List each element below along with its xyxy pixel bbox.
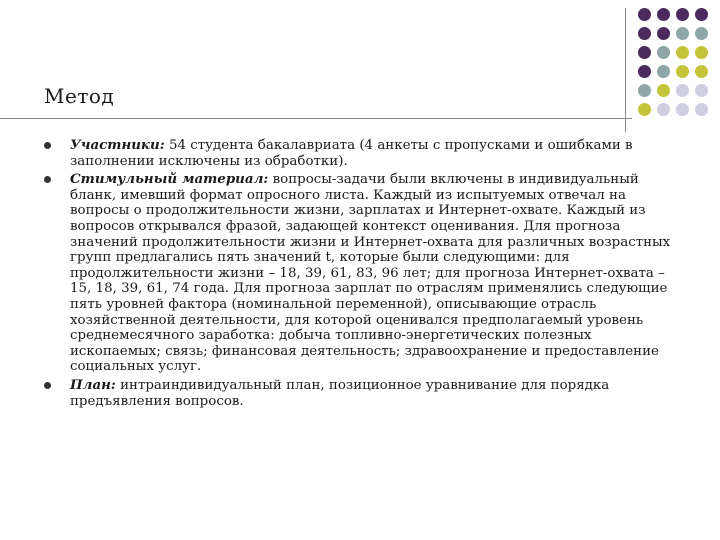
bullet-dot-icon xyxy=(44,176,51,183)
decorative-dot xyxy=(657,103,670,116)
bullet-list xyxy=(44,138,684,412)
decorative-dot xyxy=(657,65,670,78)
horizontal-divider xyxy=(0,118,632,119)
decorative-dot xyxy=(676,103,689,116)
decorative-dot xyxy=(695,46,708,59)
decorative-dot-grid xyxy=(638,8,714,128)
decorative-dot xyxy=(695,65,708,78)
decorative-dot xyxy=(657,8,670,21)
decorative-dot xyxy=(676,8,689,21)
bullet-item-design xyxy=(44,378,684,409)
vertical-divider xyxy=(625,8,626,132)
bullet-term: Стимульный материал: xyxy=(70,171,269,188)
decorative-dot xyxy=(638,8,651,21)
decorative-dot xyxy=(657,27,670,40)
bullet-item-participants xyxy=(44,138,684,169)
bullet-text: интраиндивидуальный план, позиционное уравнивание для порядка предъявления вопросов. xyxy=(70,377,610,409)
decorative-dot xyxy=(695,27,708,40)
decorative-dot xyxy=(638,27,651,40)
decorative-dot xyxy=(638,65,651,78)
decorative-dot xyxy=(676,27,689,40)
decorative-dot xyxy=(695,103,708,116)
decorative-dot xyxy=(638,103,651,116)
decorative-dot xyxy=(638,46,651,59)
decorative-dot xyxy=(695,8,708,21)
bullet-text: 54 студента бакалавриата (4 анкеты с пропусками и ошибками в заполнении исключены из обработки). xyxy=(70,138,633,169)
bullet-term: План: xyxy=(70,376,116,393)
decorative-dot xyxy=(676,84,689,97)
decorative-dot xyxy=(657,46,670,59)
decorative-dot xyxy=(676,46,689,59)
bullet-text: вопросы-задачи были включены в индивидуальный бланк, имевший формат опросного листа. Каждый из испытуемых отвечал на вопросы о продолжительности жизни, зарплатах и Интернет-охвате. Каждый из вопросов открывался фразой, задающей контекст оценивания. Для прогноза значений продолжительности жизни и Интернет-охвата для различных возрастных групп предлагались пять значений t, которые были следующими: для продолжительности жизни – 18, 39, 61, 83, 96 лет; для прогноза Интернет-охвата – 15, 18, 39, 61, 74 года. Для прогноза зарплат по отраслям применялись следующие пять уровней фактора (номинальной переменной), описывающие отрасль хозяйственной деятельности, для которой оценивался предполагаемый уровень среднемесячного заработка: добыча топливно-энергетических полезных ископаемых; связь; финансовая деятельность; здравоохранение и предоставление социальных услуг. xyxy=(70,172,671,375)
bullet-item-stimulus xyxy=(44,172,684,375)
decorative-dot xyxy=(638,84,651,97)
bullet-dot-icon xyxy=(44,142,51,149)
bullet-term: Участники: xyxy=(70,137,165,153)
slide-title: Метод xyxy=(44,84,115,108)
bullet-dot-icon xyxy=(44,382,51,389)
decorative-dot xyxy=(695,84,708,97)
decorative-dot xyxy=(657,84,670,97)
decorative-dot xyxy=(676,65,689,78)
